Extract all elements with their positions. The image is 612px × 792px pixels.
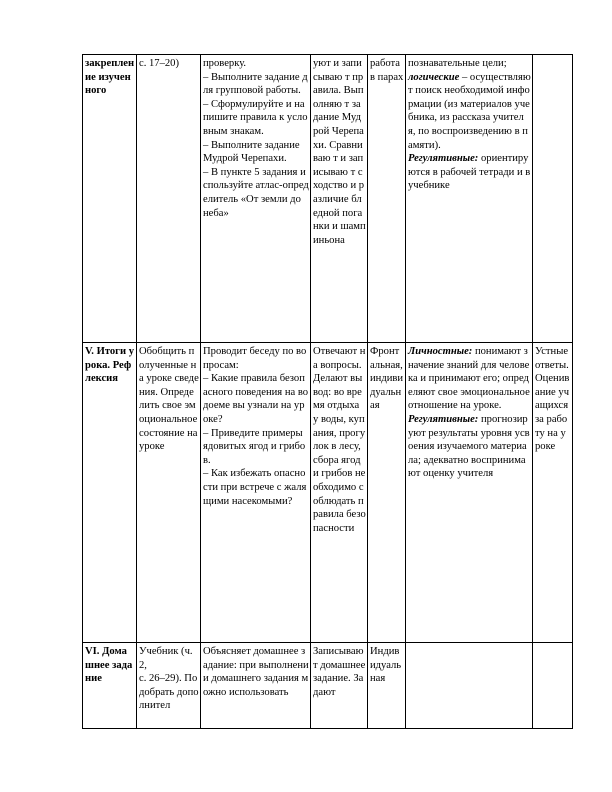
stage-cell: VI. Домашнее задание	[83, 643, 137, 729]
student-activity-cell: уют и записываю т правила. Выполняю т задание Мудрой Черепахи. Сравниваю т и записываю т сходство и различие бледной поганки и шампиньона	[311, 55, 368, 343]
table-row	[83, 343, 573, 643]
uud-text: ориентируются в рабочей тетради и в учебнике	[408, 153, 531, 192]
uud-text: понимают значение знаний для человека и принимают его; определяют свое эмоциональное отношение на уроке.	[408, 346, 530, 412]
uud-label: Регулятивные:	[408, 153, 479, 165]
uud-label: Регулятивные:	[408, 413, 479, 425]
teacher-activity-cell: Объясняет домашнее задание: при выполнении домашнего задания можно использовать	[201, 643, 311, 729]
stage-cell: закрепление изученного	[83, 55, 137, 343]
work-form-cell: работа в парах	[368, 55, 406, 343]
control-cell	[533, 55, 573, 343]
student-activity-cell: Отвечают на вопросы. Делают вывод: во время отдыха у воды, купания, прогулок в лесу, сбора ягод и грибов необходимо соблюдать правила безопасности	[311, 343, 368, 643]
table-row	[83, 55, 573, 343]
uud-label: логические	[408, 71, 460, 83]
uud-label: Личностные:	[408, 346, 473, 357]
content-cell: Учебник (ч. 2, с. 26–29). Подобрать дополнител	[137, 643, 201, 729]
table-row	[83, 643, 573, 729]
student-activity-cell: Записывают домашнее задание. Задают	[311, 643, 368, 729]
teacher-activity-cell: Проводит беседу по вопросам: – Какие правила безопасного поведения на водоеме вы узнали на уроке? – Приведите примеры ядовитых ягод и грибов. – Как избежать опасности при встрече с жалящими насекомыми?	[201, 343, 311, 643]
uud-cell	[406, 55, 533, 343]
work-form-cell: Индивидуальная	[368, 643, 406, 729]
content-cell: Обобщить полученные на уроке сведения. Определить свое эмоциональное состояние на уроке	[137, 343, 201, 643]
content-cell: с. 17–20)	[137, 55, 201, 343]
uud-text: – осуществляют поиск необходимой информации (из материалов учебника, из рассказа учителя, по воспроизведению в памяти).	[408, 71, 531, 151]
teacher-activity-cell: проверку. – Выполните задание для групповой работы. – Сформулируйте и напишите правила к условным знакам. – Выполните задание Мудрой Черепахи. – В пункте 5 задания используйте атлас-определитель «От земли до неба»	[201, 55, 311, 343]
lesson-plan-table	[82, 54, 573, 729]
uud-text: познавательные цели;	[408, 58, 507, 69]
work-form-cell: Фронтальная, индивидуальная	[368, 343, 406, 643]
uud-cell	[406, 643, 533, 729]
uud-cell	[406, 343, 533, 643]
stage-cell: V. Итоги урока. Рефлексия	[83, 343, 137, 643]
control-cell	[533, 643, 573, 729]
control-cell: Устные ответы. Оценивание учащихся за работу на уроке	[533, 343, 573, 643]
uud-text: прогнозируют результаты уровня усвоения изучаемого материала; адекватно воспринимают оценку учителя	[408, 413, 530, 480]
